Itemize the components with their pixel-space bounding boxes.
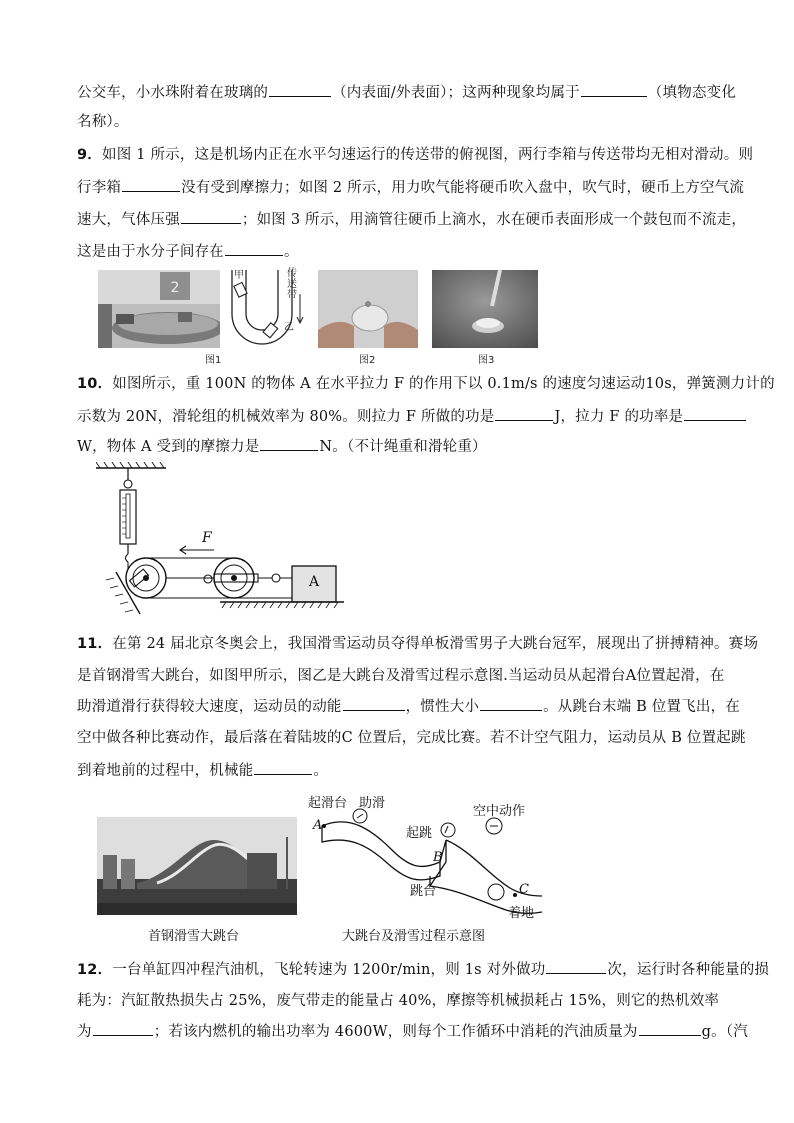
text: 速大，气体压强	[77, 212, 180, 228]
label-jump-platform: 跳台	[410, 884, 437, 899]
ski-jump-diagram-caption: 大跳台及滑雪过程示意图	[342, 929, 486, 944]
label-aerial-moves: 空中动作	[473, 804, 526, 819]
answer-blank[interactable]	[480, 696, 542, 711]
q10-line-3	[77, 436, 737, 457]
label-landing: 着地	[508, 906, 535, 921]
q8-line-2	[77, 112, 737, 132]
q10-line-1	[77, 374, 775, 394]
text: 。	[284, 244, 299, 260]
text: 。从跳台末端 B 位置飞出，在	[543, 699, 740, 715]
answer-blank[interactable]	[684, 406, 746, 421]
ski-jump-photo	[97, 817, 297, 915]
text: W，物体 A 受到的摩擦力是	[77, 439, 260, 455]
q10-line-2	[77, 406, 737, 427]
text: ；如图 3 所示，用滴管往硬币上滴水，水在硬币表面形成一个鼓包而不流走，	[241, 212, 747, 228]
text: J，拉力 F 的功率是	[554, 409, 684, 425]
q8-line-1	[77, 82, 737, 103]
text: 到着地前的过程中，机械能	[77, 763, 254, 779]
question-number: 9．	[77, 147, 102, 163]
text: ，惯性大小	[405, 699, 480, 715]
q9-line-1	[77, 145, 754, 165]
answer-blank[interactable]	[225, 241, 283, 256]
figure-1-caption: 图1	[205, 355, 222, 366]
text: 示数为 20N，滑轮组的机械效率为 80%。则拉力 F 所做的功是	[77, 409, 495, 425]
text: 这是由于水分子间存在	[77, 244, 224, 260]
label-runway: 助滑	[359, 796, 386, 811]
q11-line-4	[77, 728, 746, 748]
answer-blank[interactable]	[639, 1021, 701, 1036]
text: 。	[313, 763, 329, 779]
figure-3-caption: 图3	[478, 355, 495, 366]
text: N。（不计绳重和滑轮重）	[319, 439, 487, 455]
question-number: 11．	[77, 636, 113, 652]
q9-line-3	[77, 209, 747, 230]
text: 名称）。	[77, 114, 129, 130]
figure-2-photo	[318, 270, 418, 348]
q11-line-2	[77, 666, 737, 686]
answer-blank[interactable]	[269, 82, 331, 97]
q9-line-4	[77, 241, 737, 262]
answer-blank[interactable]	[93, 1021, 153, 1036]
figure-3-photo	[432, 270, 538, 348]
q12-line-1	[77, 959, 770, 980]
pulley-diagram	[96, 462, 356, 620]
q11-line-1	[77, 634, 759, 654]
text: g。（汽	[701, 1024, 748, 1040]
text: 是首钢滑雪大跳台，如图甲所示，图乙是大跳台及滑雪过程示意图.当运动员从起滑台A位置起滑，在	[77, 668, 725, 684]
label-yi: 乙	[284, 322, 294, 333]
question-number: 10．	[77, 376, 113, 392]
text: 如图 1 所示，这是机场内正在水平匀速运行的传送带的俯视图，两行李箱与传送带均无相对滑动。则	[102, 147, 754, 163]
text: ；若该内燃机的输出功率为 4600W，则每个工作循环中消耗的汽油质量为	[153, 1024, 638, 1040]
answer-blank[interactable]	[495, 406, 553, 421]
text: 为	[77, 1024, 92, 1040]
answer-blank[interactable]	[260, 436, 318, 451]
answer-blank[interactable]	[581, 82, 647, 97]
figure-2-caption: 图2	[359, 355, 376, 366]
label-block-A: A	[309, 574, 320, 590]
label-point-C: C	[519, 882, 529, 897]
text: 在第 24 届北京冬奥会上，我国滑雪运动员夺得单板滑雪男子大跳台冠军，展现出了拼搏精神。赛场	[112, 636, 759, 652]
q11-line-3	[77, 696, 740, 717]
text: 耗为：汽缸散热损失占 25%，废气带走的能量占 40%，摩擦等机械损耗占 15%，则它的热机效率	[77, 993, 720, 1009]
question-number: 12．	[77, 962, 113, 978]
airport-conveyor-photo	[98, 270, 220, 348]
figure-1-photo	[98, 270, 220, 348]
answer-blank[interactable]	[546, 959, 606, 974]
text: （填物态变化	[647, 85, 737, 101]
coin-blow-photo	[318, 270, 418, 348]
label-takeoff: 起跳	[406, 826, 433, 841]
text: 如图所示，重 100N 的物体 A 在水平拉力 F 的作用下以 0.1m/s 的速度匀速运动10s，弹簧测力计的	[112, 376, 775, 392]
svg-text:2: 2	[170, 280, 180, 296]
big-air-shougang-photo	[97, 817, 297, 915]
text: 空中做各种比赛动作，最后落在着陆坡的C 位置后，完成比赛。若不计空气阻力，运动员从 B 位置起跳	[77, 730, 746, 746]
answer-blank[interactable]	[181, 209, 241, 224]
text: 一台单缸四冲程汽油机，飞轮转速为 1200r/min，则 1s 对外做功	[112, 962, 546, 978]
q11-line-5	[77, 760, 737, 781]
label-start-platform: 起滑台	[308, 796, 348, 811]
answer-blank[interactable]	[254, 760, 312, 775]
text: 公交车，小水珠附着在玻璃的	[77, 85, 269, 101]
label-force-F: F	[202, 530, 212, 546]
q9-line-2	[77, 177, 745, 198]
label-point-A: A	[313, 818, 323, 833]
label-jia: 甲	[234, 270, 244, 281]
text: 没有受到摩擦力；如图 2 所示，用力吹气能将硬币吹入盘中，吹气时，硬币上方空气流	[181, 180, 745, 196]
q12-line-3	[77, 1021, 748, 1042]
label-point-B: B	[433, 850, 443, 865]
text: 次，运行时各种能量的损	[607, 962, 770, 978]
label-conveyor-belt: 传送带	[287, 268, 297, 301]
text: 行李箱	[77, 180, 122, 196]
answer-blank[interactable]	[343, 696, 405, 711]
text: 助滑道滑行获得较大速度，运动员的动能	[77, 699, 342, 715]
answer-blank[interactable]	[122, 177, 180, 192]
ski-jump-photo-caption: 首钢滑雪大跳台	[148, 929, 240, 944]
q12-line-2	[77, 991, 737, 1011]
text: （内表面/外表面）；这两种现象均属于	[332, 85, 580, 101]
water-drop-coin-photo	[432, 270, 538, 348]
